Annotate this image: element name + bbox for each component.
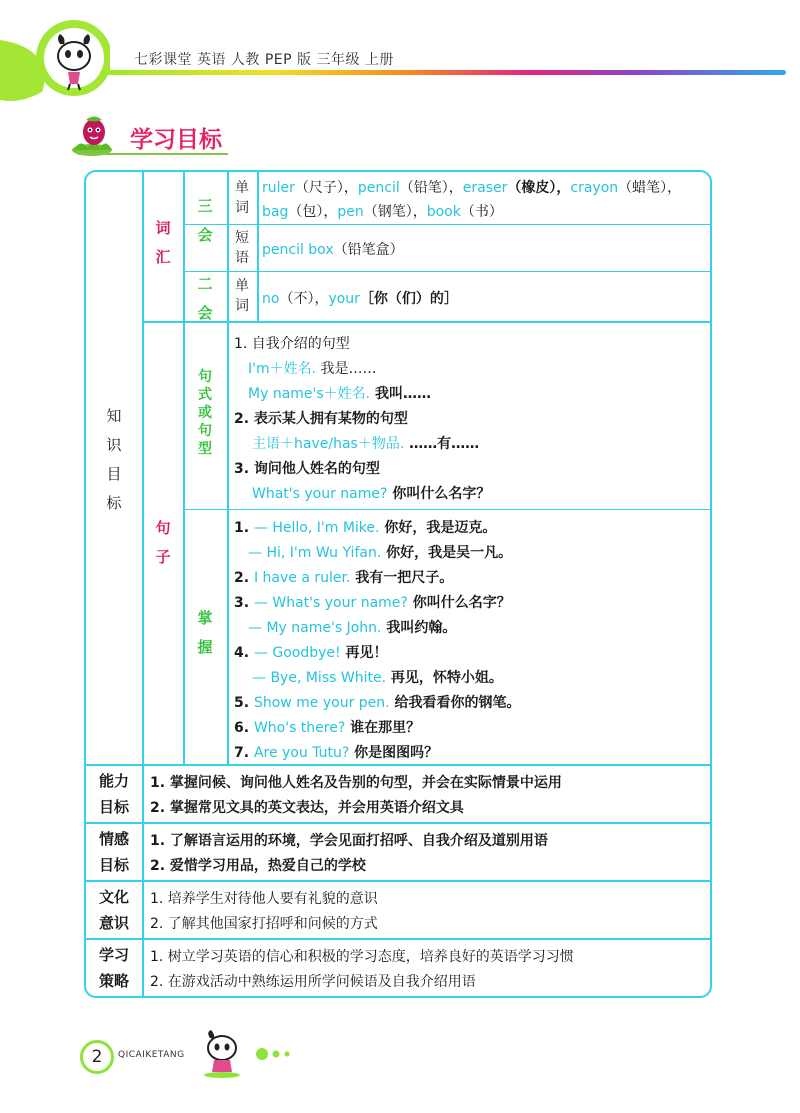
strategy-label: 学习 策略 xyxy=(98,946,129,990)
culture-item: 1. 培养学生对待他人要有礼貌的意识 xyxy=(150,891,378,907)
master-line: 2. I have a ruler. 我有一把尺子。 xyxy=(234,570,454,586)
master-line: 3. — What's your name? 你叫什么名字？ xyxy=(234,595,511,611)
ability-goal-label: 能力 目标 xyxy=(98,772,129,816)
master-label: 掌 握 xyxy=(197,609,213,656)
pattern-line: I'm＋姓名. 我是…… xyxy=(248,361,377,377)
three-words-line-2: bag（包），pen（钢笔），book（书） xyxy=(262,204,503,220)
ability-item: 2. 掌握常见文具的英文表达，并会用英语介绍文具 xyxy=(150,800,464,816)
master-line: 6. Who's there? 谁在那里？ xyxy=(234,720,421,736)
three-words-line-1: ruler（尺子），pencil（铅笔），eraser（橡皮），crayon（蜡笔）， xyxy=(262,180,682,196)
master-line: — Hi, I'm Wu Yifan. 你好，我是吴一凡。 xyxy=(248,545,513,561)
three-skill-label: 三 会 xyxy=(197,197,213,244)
col-divider-3 xyxy=(227,171,229,764)
master-line: 4. — Goodbye! 再见！ xyxy=(234,645,388,661)
footer-mascot-icon xyxy=(196,1030,300,1080)
row-line-pattern-end xyxy=(183,509,711,510)
row-line-ability-end xyxy=(85,822,711,824)
emotion-goal-label: 情感 目标 xyxy=(98,830,129,874)
phrase-line: pencil box（铅笔盒） xyxy=(262,242,404,258)
two-words-line: no（不），your［你（们）的］ xyxy=(262,291,458,307)
master-line: 1. — Hello, I'm Mike. 你好，我是迈克。 xyxy=(234,520,497,536)
phrase-label: 短语 xyxy=(235,230,249,266)
pattern-line: 3. 询问他人姓名的句型 xyxy=(234,461,380,477)
pattern-line: What's your name? 你叫什么名字？ xyxy=(252,486,491,502)
emotion-item: 1. 了解语言运用的环境，学会见面打招呼、自我介绍及道别用语 xyxy=(150,833,548,849)
pattern-line: 2. 表示某人拥有某物的句型 xyxy=(234,411,408,427)
row-line-culture-end xyxy=(85,938,711,940)
knowledge-goal-label: 知 识 目 标 xyxy=(106,407,122,512)
row-line-knowledge-end xyxy=(85,764,711,766)
col-divider-1 xyxy=(142,171,144,764)
two-skill-label: 二 会 xyxy=(197,275,213,322)
pattern-line: 1. 自我介绍的句型 xyxy=(234,336,350,352)
ability-item: 1. 掌握问候、询问他人姓名及告别的句型，并会在实际情景中运用 xyxy=(150,775,562,791)
row-line-emotion-end xyxy=(85,880,711,882)
culture-item: 2. 了解其他国家打招呼和问候的方式 xyxy=(150,916,378,932)
page-number: 2 xyxy=(80,1040,114,1074)
header-mascot-logo xyxy=(0,0,110,110)
vocab-label: 词 汇 xyxy=(155,219,171,266)
header-title: 七彩课堂 英语 人教 PEP 版 三年级 上册 xyxy=(134,52,394,68)
header-rainbow-bar xyxy=(100,70,786,75)
word-label-three: 单词 xyxy=(235,180,249,216)
pattern-line: My name's＋姓名. 我叫…… xyxy=(248,386,431,402)
pattern-line: 主语＋have/has＋物品. ……有…… xyxy=(252,436,480,452)
master-line: 5. Show me your pen. 给我看看你的钢笔。 xyxy=(234,695,521,711)
row-line-vocab-1 xyxy=(183,224,711,225)
strawberry-mascot-icon xyxy=(70,114,132,158)
culture-label: 文化 意识 xyxy=(98,888,129,932)
footer-brand: QICAIKETANG xyxy=(118,1050,185,1060)
master-line: — Bye, Miss White. 再见，怀特小姐。 xyxy=(252,670,503,686)
master-line: — My name's John. 我叫约翰。 xyxy=(248,620,457,636)
col-divider-4 xyxy=(257,171,259,321)
row-line-vocab-end xyxy=(142,321,712,323)
emotion-item: 2. 爱惜学习用品，热爱自己的学校 xyxy=(150,858,366,874)
strategy-item: 1. 树立学习英语的信心和积极的学习态度，培养良好的英语学习习惯 xyxy=(150,949,574,965)
pattern-label: 句 式 或 句 型 xyxy=(198,369,212,457)
col-divider-2 xyxy=(183,171,185,764)
section-title-underline xyxy=(78,153,228,155)
word-label-two: 单词 xyxy=(235,278,249,314)
section-title: 学习目标 xyxy=(130,127,222,153)
row-line-vocab-2 xyxy=(183,271,711,272)
strategy-item: 2. 在游戏活动中熟练运用所学问候语及自我介绍用语 xyxy=(150,974,476,990)
sentence-label: 句 子 xyxy=(155,519,171,566)
master-line: 7. Are you Tutu? 你是图图吗？ xyxy=(234,745,439,761)
